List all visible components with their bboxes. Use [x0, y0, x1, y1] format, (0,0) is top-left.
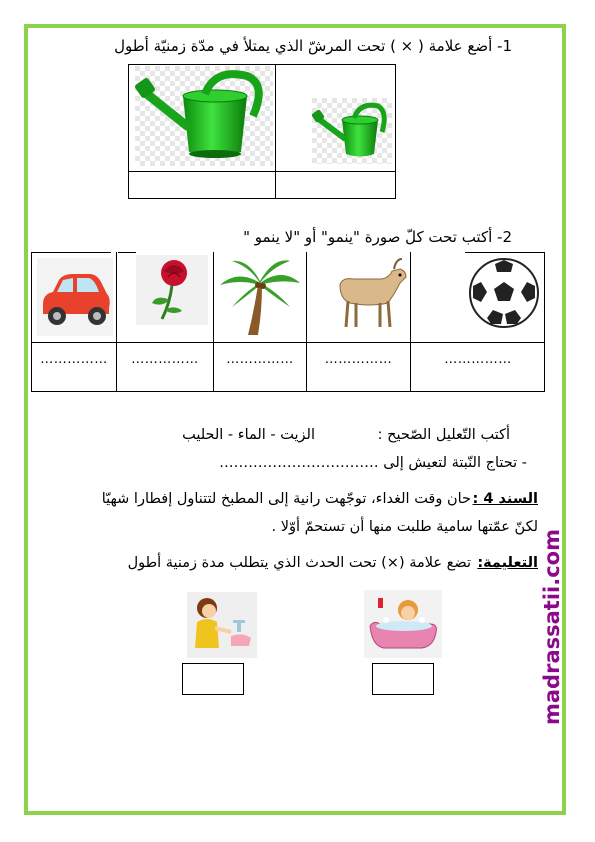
- palm-tree-icon: [218, 255, 302, 339]
- q3-options: الزيت - الماء - الحليب: [182, 427, 315, 443]
- answer-blank-rose[interactable]: ……………: [131, 352, 199, 367]
- answer-blank-ball[interactable]: ……………: [444, 352, 512, 367]
- girl-washing-hands-icon: [187, 592, 257, 658]
- q1-answer-cell-small[interactable]: [276, 172, 396, 199]
- q2-divider-2: [213, 252, 214, 392]
- q2-divider-4: [410, 252, 411, 392]
- car-icon: [37, 258, 113, 336]
- answer-box-bathing[interactable]: [372, 663, 434, 695]
- q2-row-line: [31, 342, 545, 343]
- rose-icon: [136, 255, 208, 325]
- answer-blank-car[interactable]: ……………: [40, 352, 108, 367]
- q2-top-line-3: [465, 252, 545, 253]
- question-2-title: 2- أكتب تحت كلّ صورة "ينمو" أو "لا ينمو ": [243, 228, 512, 246]
- sanad-label: السند 4 :: [472, 491, 538, 507]
- sanad-line-1: حان وقت الغداء، توجّهت رانية إلى المطبخ لتتناول إفطارا شهيّا: [101, 491, 471, 507]
- answer-box-washing[interactable]: [182, 663, 244, 695]
- question-1-title: 1- أضع علامة ( × ) تحت المرشّ الذي يمتلأ في مدّة زمنيّة أطول: [114, 37, 512, 55]
- instruction-label: التعليمة:: [477, 555, 538, 571]
- watermark-text: madrassatii.com: [540, 529, 564, 725]
- watermark: [533, 520, 573, 730]
- q2-divider-1: [116, 252, 117, 392]
- watering-can-small-icon: [312, 98, 392, 164]
- q3-instruction: أكتب التّعليل الصّحيح :: [377, 427, 510, 443]
- q1-answer-cell-large[interactable]: [128, 172, 275, 199]
- instruction-text: تضع علامة (×) تحت الحدث الذي يتطلب مدة زمنية أطول: [127, 555, 471, 571]
- q3-sentence: - تحتاج النّبتة لتعيش إلى ……………………………: [219, 455, 527, 471]
- soccer-ball-icon: [467, 256, 541, 330]
- goat-icon: [330, 255, 410, 335]
- child-bathing-icon: [364, 590, 442, 658]
- q2-top-line-2: [118, 252, 136, 253]
- answer-blank-palm[interactable]: ……………: [226, 352, 294, 367]
- answer-blank-goat[interactable]: ……………: [324, 352, 393, 367]
- sanad-line-2: لكنّ عمّتها سامية طلبت منها أن تستحمّ أوّلا .: [271, 519, 538, 535]
- q2-top-line-1: [31, 252, 111, 253]
- watering-can-large-icon: [135, 66, 273, 166]
- q2-divider-3: [306, 252, 307, 392]
